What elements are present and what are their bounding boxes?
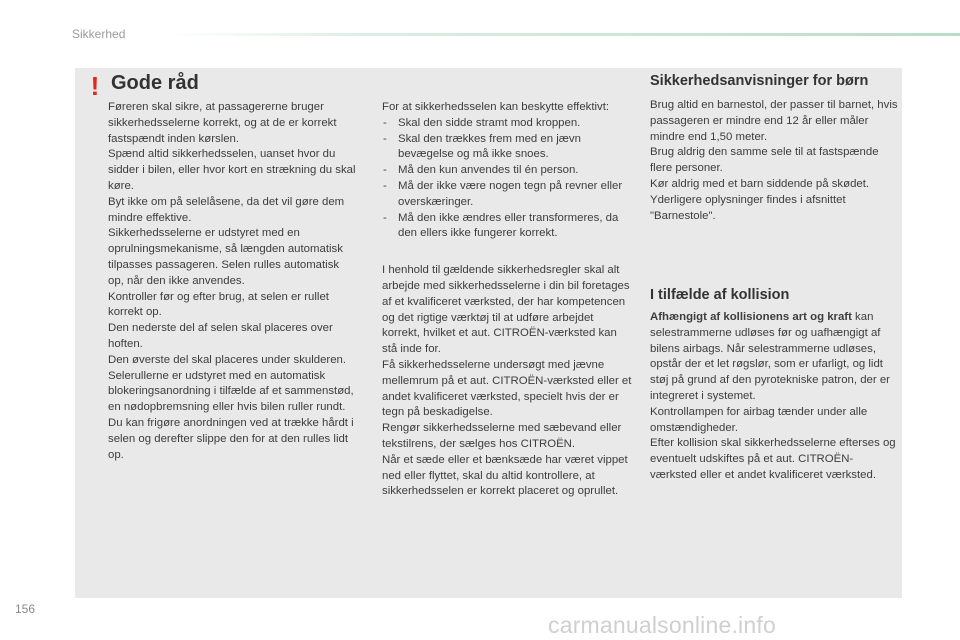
good-advice-middle-column: [382, 100, 632, 500]
list-item: - Må den kun anvendes til én person.: [382, 163, 632, 179]
paragraph: Kontrollampen for airbag tænder under alle omstændigheder.: [650, 405, 868, 434]
paragraph: Kontroller før og efter brug, at selen er rullet korrekt op.: [108, 290, 329, 319]
good-advice-title: Gode råd: [111, 72, 199, 94]
collision-lead-rest: kan selestrammerne udløses før og uafhængigt af bilens airbags. Når selestrammerne udløses, opstår der et let røgslør, som er ufarligt, og lidt støj på grund af den pyrotekniske patron, der er integreret i systemet.: [650, 311, 890, 402]
paragraph: Brug altid en barnestol, der passer til barnet, hvis passageren er mindre end 12 år eller måler mindre end 1,50 meter.: [650, 99, 898, 143]
paragraph: Sikkerhedsselerne er udstyret med en oprulningsmekanisme, så længden automatisk tilpasses passageren. Selen rulles automatisk op, når den ikke anvendes.: [108, 227, 343, 287]
paragraph: Kør aldrig med et barn siddende på skødet.: [650, 177, 870, 190]
list-item: - Må der ikke være nogen tegn på revner eller overskæringer.: [382, 179, 632, 211]
belt-maintenance-text: [382, 263, 632, 500]
paragraph: Brug aldrig den samme sele til at fastspænde flere personer.: [650, 146, 879, 175]
collision-lead: [650, 310, 900, 405]
collision-lead-bold: Afhængigt af kollisionens art og kraft: [650, 311, 852, 323]
header-divider: [168, 33, 960, 36]
paragraph: Når et sæde eller et bænksæde har været vippet ned eller flyttet, skal du altid kontrollere, at sikkerhedsselen er korrekt placeret og oprullet.: [382, 453, 628, 498]
paragraph: Føreren skal sikre, at passagererne bruger sikkerhedsselerne korrekt, og at de er korrekt fastspændt inden kørslen.: [108, 101, 337, 145]
paragraph: Yderligere oplysninger findes i afsnittet "Barnestole".: [650, 193, 846, 222]
section-title: Sikkerhed: [72, 27, 126, 41]
exclamation-icon: !: [90, 71, 100, 101]
list-item: - Skal den trækkes frem med en jævn bevægelse og må ikke snoes.: [382, 132, 632, 164]
paragraph: Få sikkerhedsselerne undersøgt med jævne mellemrum på et aut. CITROËN-værksted eller et andet kvalificeret værksted, specielt hvis der er tegn på beskadigelse.: [382, 358, 632, 419]
paragraph: Spænd altid sikkerhedsselen, uanset hvor du sidder i bilen, eller hvor kort en strækning du skal køre.: [108, 148, 356, 192]
paragraph: Den øverste del skal placeres under skulderen.: [108, 353, 347, 366]
belt-intro: For at sikkerhedsselen kan beskytte effektivt:: [382, 101, 610, 113]
watermark: carmanualsonline.info: [548, 612, 776, 638]
children-safety-text: [650, 98, 900, 224]
collision-text: [650, 310, 900, 484]
paragraph: I henhold til gældende sikkerhedsregler skal alt arbejde med sikkerhedsselerne i din bil foretages af et kvalificeret værksted, der har kompetencen og det rigtige værktøj til at udføre arbejdet korrekt, hvilket et aut. CITROËN-værksted kan stå inde for.: [382, 264, 630, 356]
collision-paragraphs: [650, 405, 900, 484]
belt-requirements-list: [382, 116, 632, 242]
page-number: 156: [15, 602, 36, 616]
paragraph: Byt ikke om på selelåsene, da det vil gøre dem mindre effektive.: [108, 195, 345, 224]
list-item: - Skal den sidde stramt mod kroppen.: [382, 116, 632, 132]
list-item: - Må den ikke ændres eller transformeres, da den ellers ikke fungerer korrekt.: [382, 211, 632, 243]
good-advice-left-column: [108, 100, 358, 463]
children-safety-title: Sikkerhedsanvisninger for børn: [650, 73, 869, 89]
paragraph: Efter kollision skal sikkerhedsselerne efterses og eventuelt udskiftes på et aut. CITROËN-værksted eller et andet kvalificeret værksted.: [650, 437, 896, 481]
paragraph: Selerullerne er udstyret med en automatisk blokeringsanordning i tilfælde af et sammenstød, en nødopbremsning eller hvis bilen ruller rundt. Du kan frigøre anordningen ved at trække hårdt i selen og derefter slippe den for at den rulles lidt op.: [108, 369, 354, 461]
paragraph: Rengør sikkerhedsselerne med sæbevand eller tekstilrens, der sælges hos CITROËN.: [382, 422, 622, 450]
collision-title: I tilfælde af kollision: [650, 287, 790, 303]
paragraph: Den nederste del af selen skal placeres over hoften.: [108, 322, 333, 350]
